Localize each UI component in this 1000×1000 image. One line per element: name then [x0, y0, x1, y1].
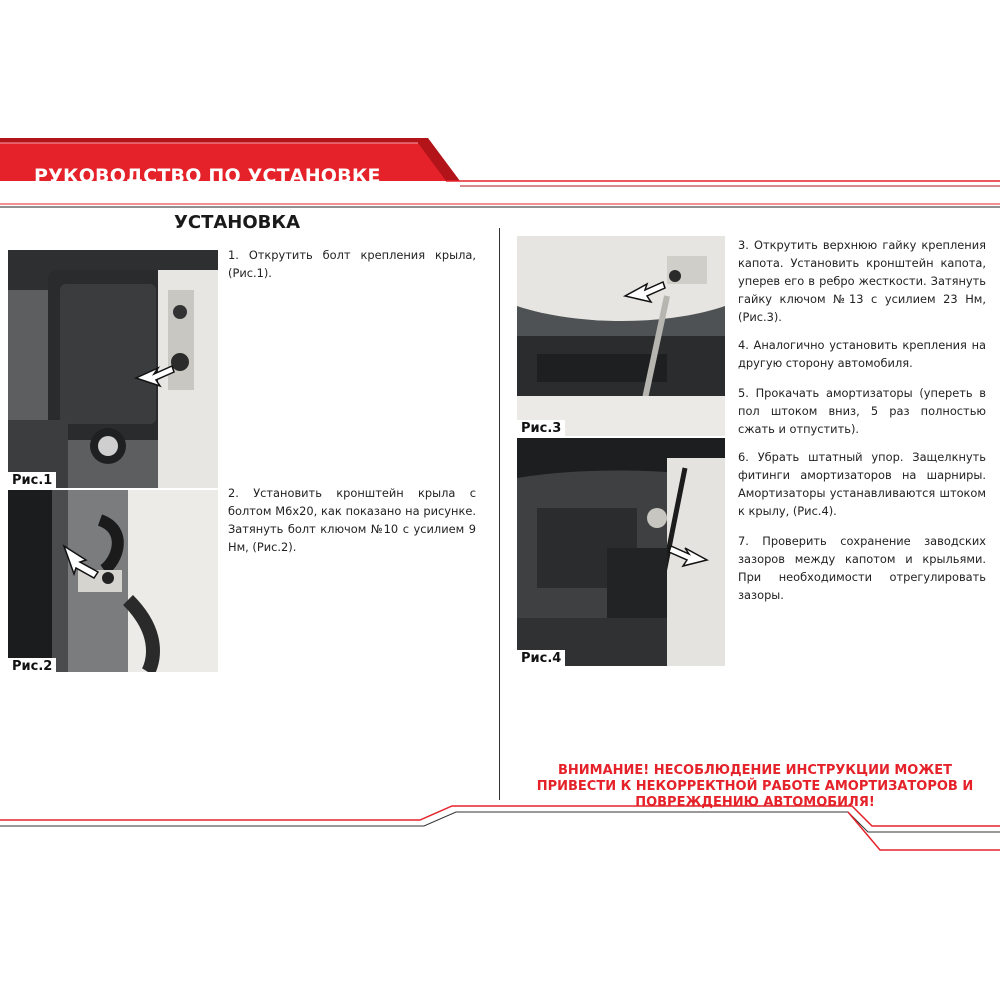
figure-1-caption: Рис.1 — [8, 472, 56, 488]
figure-4-caption: Рис.4 — [517, 650, 565, 666]
section-title: УСТАНОВКА — [174, 212, 301, 233]
step-4-text: 4. Аналогично установить крепления на другую сторону автомобиля. — [738, 338, 986, 370]
step-2-text: 2. Установить кронштейн крыла с болтом М6х20, как показано на рисунке. Затянуть болт ключом №10 с усилием 9 Нм, (Рис.2). — [228, 486, 476, 554]
figure-1-photo — [8, 250, 218, 488]
step-3-text: 3. Открутить верхнюю гайку крепления капота. Установить кронштейн капота, уперев его в ребро жесткости. Затянуть гайку ключом №13 с усилием 23 Нм, (Рис.3). — [738, 238, 986, 324]
figure-3-photo — [517, 236, 725, 436]
warning-notice: ВНИМАНИЕ! НЕСОБЛЮДЕНИЕ ИНСТРУКЦИИ МОЖЕТ ПРИВЕСТИ К НЕКОРРЕКТНОЙ РАБОТЕ АМОРТИЗАТОРОВ И ПОВРЕЖДЕНИЮ АВТОМОБИЛЯ! — [536, 763, 974, 810]
step-5-text: 5. Прокачать амортизаторы (упереть в пол штоком вниз, 5 раз полностью сжать и отпустить). — [738, 386, 986, 436]
figure-4-photo — [517, 438, 725, 666]
figure-2-caption: Рис.2 — [8, 658, 56, 674]
step-1-text: 1. Открутить болт крепления крыла, (Рис.1). — [228, 248, 476, 280]
figure-2-photo — [8, 490, 218, 672]
step-6-text: 6. Убрать штатный упор. Защелкнуть фитинги амортизаторов на шарниры. Амортизаторы устанавливаются штоком к крылу, (Рис.4). — [738, 450, 986, 518]
column-divider — [499, 228, 500, 800]
step-7-text: 7. Проверить сохранение заводских зазоров между капотом и крыльями. При необходимости отрегулировать зазоры. — [738, 534, 986, 602]
figure-3-caption: Рис.3 — [517, 420, 565, 436]
footer-stripes — [0, 780, 1000, 860]
page-title: РУКОВОДСТВО ПО УСТАНОВКЕ — [34, 165, 381, 187]
